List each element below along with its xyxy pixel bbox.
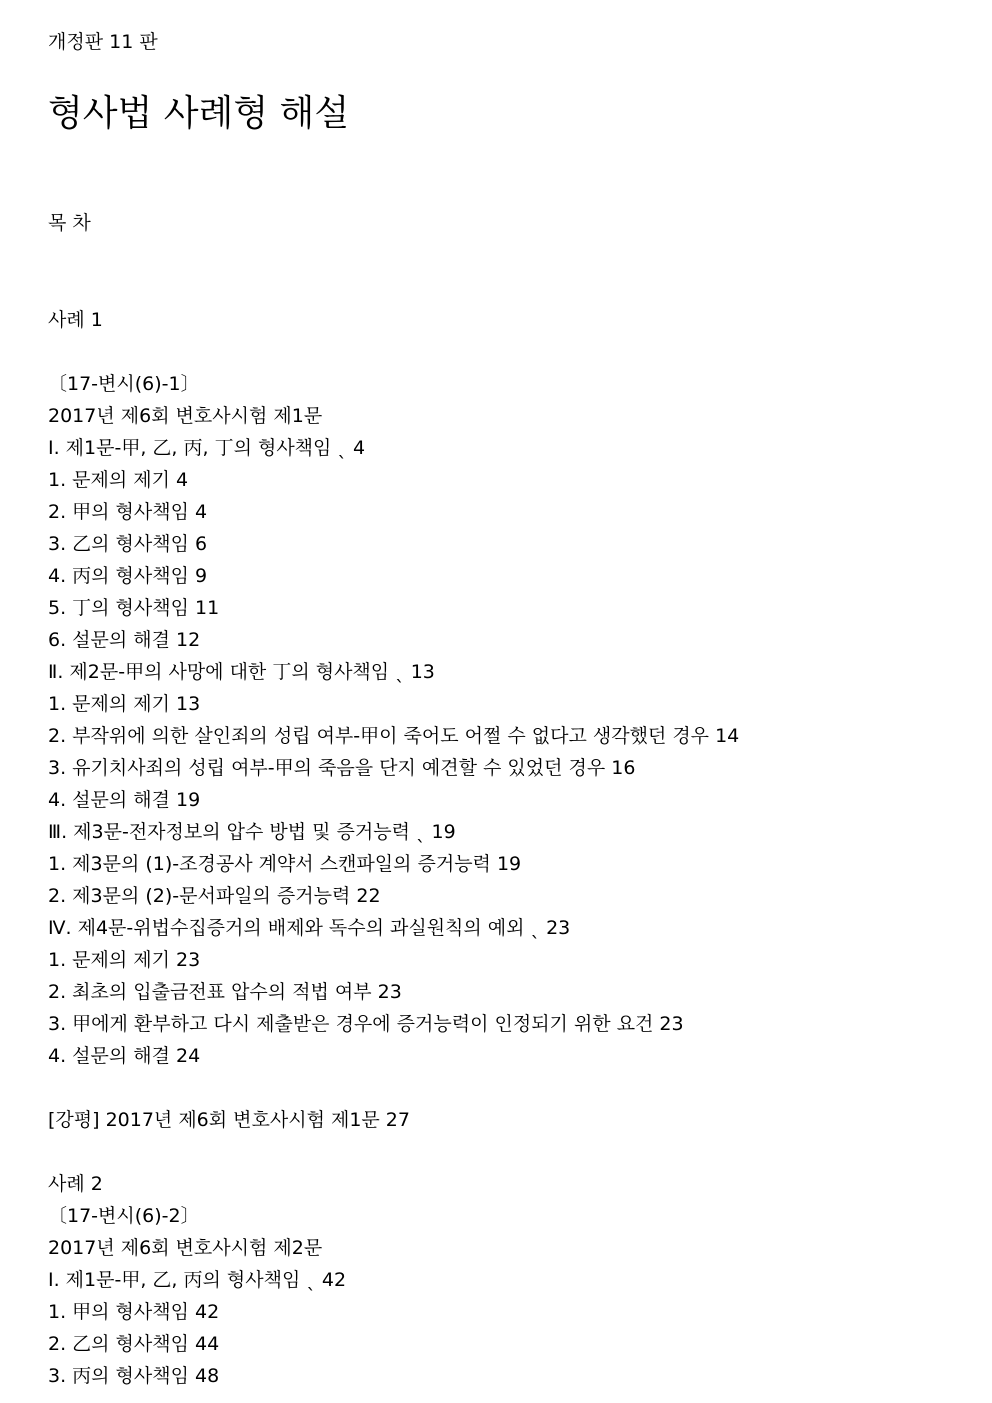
- toc-entry[interactable]: 2. 甲의 형사책임 4: [48, 501, 208, 523]
- toc-entry[interactable]: 1. 문제의 제기 4: [48, 469, 189, 491]
- spacer: [48, 1136, 739, 1168]
- toc-heading: 목 차: [48, 212, 91, 234]
- toc-entry[interactable]: 2. 최초의 입출금전표 압수의 적법 여부 23: [48, 981, 402, 1003]
- case-2-exam: 2017년 제6회 변호사시험 제2문: [48, 1237, 323, 1259]
- toc-entry[interactable]: 3. 유기치사죄의 성립 여부-甲의 죽음을 단지 예견할 수 있었던 경우 16: [48, 757, 636, 779]
- toc-entry[interactable]: 5. 丁의 형사책임 11: [48, 597, 220, 619]
- toc-entry[interactable]: Ⅳ. 제4문-위법수집증거의 배제와 독수의 과실원칙의 예외 ˎ 23: [48, 917, 571, 939]
- toc-entry[interactable]: 4. 설문의 해결 19: [48, 789, 201, 811]
- toc-entry[interactable]: 2. 부작위에 의한 살인죄의 성립 여부-甲이 죽어도 어쩔 수 없다고 생각했던 경우 14: [48, 725, 740, 747]
- toc-entry[interactable]: Ⅰ. 제1문-甲, 乙, 丙의 형사책임 ˎ 42: [48, 1269, 347, 1291]
- toc-entry[interactable]: Ⅲ. 제3문-전자정보의 압수 방법 및 증거능력 ˎ 19: [48, 821, 456, 843]
- toc-entry[interactable]: Ⅱ. 제2문-甲의 사망에 대한 丁의 형사책임 ˎ 13: [48, 661, 435, 683]
- toc-entry[interactable]: 1. 문제의 제기 23: [48, 949, 201, 971]
- spacer: [48, 336, 739, 368]
- toc-entry[interactable]: 6. 설문의 해결 12: [48, 629, 201, 651]
- toc-entry[interactable]: 3. 乙의 형사책임 6: [48, 533, 208, 555]
- document-title: 형사법 사례형 해설: [48, 93, 350, 134]
- case-2-label: 사례 2: [48, 1173, 103, 1195]
- case-1-exam: 2017년 제6회 변호사시험 제1문: [48, 405, 323, 427]
- toc-entry[interactable]: Ⅰ. 제1문-甲, 乙, 丙, 丁의 형사책임 ˎ 4: [48, 437, 366, 459]
- toc-entry[interactable]: 1. 甲의 형사책임 42: [48, 1301, 220, 1323]
- edition-label: 개정판 11 판: [48, 31, 158, 53]
- toc-entry[interactable]: 3. 甲에게 환부하고 다시 제출받은 경우에 증거능력이 인정되기 위한 요건 23: [48, 1013, 684, 1035]
- case-1-commentary[interactable]: [강평] 2017년 제6회 변호사시험 제1문 27: [48, 1109, 410, 1131]
- toc-entry[interactable]: 3. 丙의 형사책임 48: [48, 1365, 220, 1387]
- toc-entry[interactable]: 2. 제3문의 (2)-문서파일의 증거능력 22: [48, 885, 381, 907]
- toc-entry[interactable]: 4. 丙의 형사책임 9: [48, 565, 208, 587]
- toc-entry[interactable]: 1. 문제의 제기 13: [48, 693, 201, 715]
- toc-entry[interactable]: 4. 설문의 해결 24: [48, 1045, 201, 1067]
- case-1-label: 사례 1: [48, 309, 103, 331]
- toc-entry[interactable]: 1. 제3문의 (1)-조경공사 계약서 스캔파일의 증거능력 19: [48, 853, 522, 875]
- spacer: [48, 1072, 739, 1104]
- case-2-code: 〔17-변시(6)-2〕: [48, 1205, 200, 1227]
- table-of-contents: [48, 304, 739, 1392]
- toc-entry[interactable]: 2. 乙의 형사책임 44: [48, 1333, 220, 1355]
- case-1-code: 〔17-변시(6)-1〕: [48, 373, 200, 395]
